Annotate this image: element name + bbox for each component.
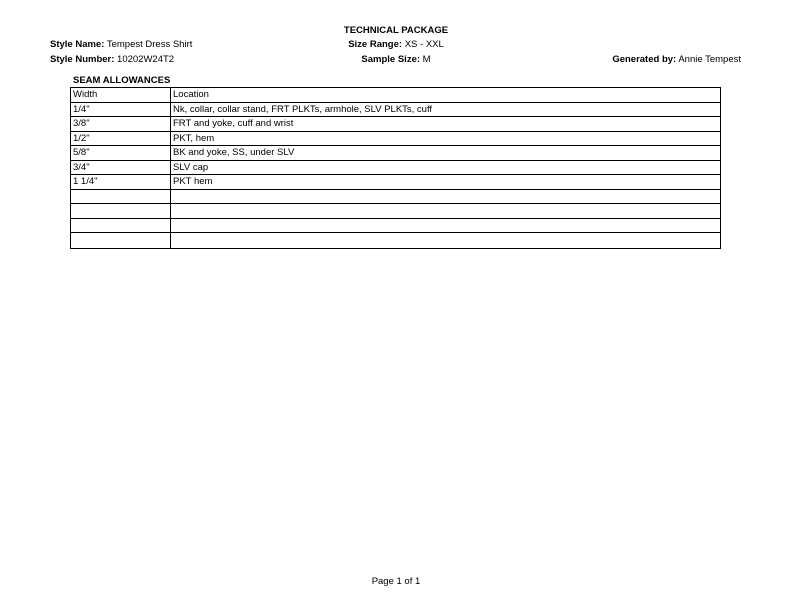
width-cell <box>71 190 171 204</box>
table-header-row <box>71 88 720 103</box>
generated-by <box>612 54 741 65</box>
location-cell <box>171 204 720 218</box>
table-row <box>71 161 720 176</box>
section-title: SEAM ALLOWANCES <box>73 75 171 86</box>
page-number: Page 1 of 1 <box>371 576 421 587</box>
table-row <box>71 103 720 118</box>
generated-by-value: Annie Tempest <box>678 54 741 65</box>
location-cell: Nk, collar, collar stand, FRT PLKTs, armhole, SLV PLKTs, cuff <box>173 103 433 115</box>
sample-size-value: M <box>422 54 431 65</box>
size-range-label: Size Range: <box>348 39 403 50</box>
size-range <box>0 39 792 50</box>
location-cell: PKT hem <box>173 176 213 187</box>
sample-size-label: Sample Size: <box>361 54 421 65</box>
location-cell: FRT and yoke, cuff and wrist <box>173 118 294 129</box>
size-range-value: XS - XXL <box>404 39 444 50</box>
location-cell: SLV cap <box>173 161 209 173</box>
width-cell: 3/4" <box>71 161 171 175</box>
table-row <box>71 132 720 147</box>
location-cell <box>171 190 720 204</box>
style-name-value: Tempest Dress Shirt <box>106 39 193 50</box>
table-row-empty <box>71 233 720 248</box>
width-cell: 1/4" <box>71 103 171 117</box>
location-cell: BK and yoke, SS, under SLV <box>173 147 295 158</box>
generated-by-label: Generated by: <box>612 54 677 65</box>
table-row-empty <box>71 190 720 205</box>
table-row-empty <box>71 204 720 219</box>
location-cell: PKT, hem <box>173 132 215 144</box>
width-cell: 1/2" <box>71 132 171 146</box>
width-cell: 1 1/4" <box>71 175 171 189</box>
width-cell <box>71 233 171 248</box>
page-title: TECHNICAL PACKAGE <box>343 25 449 36</box>
location-cell <box>171 219 720 233</box>
table-row-empty <box>71 219 720 234</box>
style-name-label: Style Name: <box>50 39 105 50</box>
table-row <box>71 117 720 132</box>
table-row <box>71 175 720 190</box>
column-header-width: Width <box>71 88 171 102</box>
seam-allowances-table <box>70 87 721 249</box>
width-cell <box>71 204 171 218</box>
style-number-value: 10202W24T2 <box>117 54 175 65</box>
width-cell: 5/8" <box>71 146 171 160</box>
style-number-label: Style Number: <box>50 54 115 65</box>
location-cell <box>171 233 720 248</box>
table-row <box>71 146 720 161</box>
column-header-location: Location <box>173 89 209 100</box>
width-cell <box>71 219 171 233</box>
width-cell: 3/8" <box>71 117 171 131</box>
